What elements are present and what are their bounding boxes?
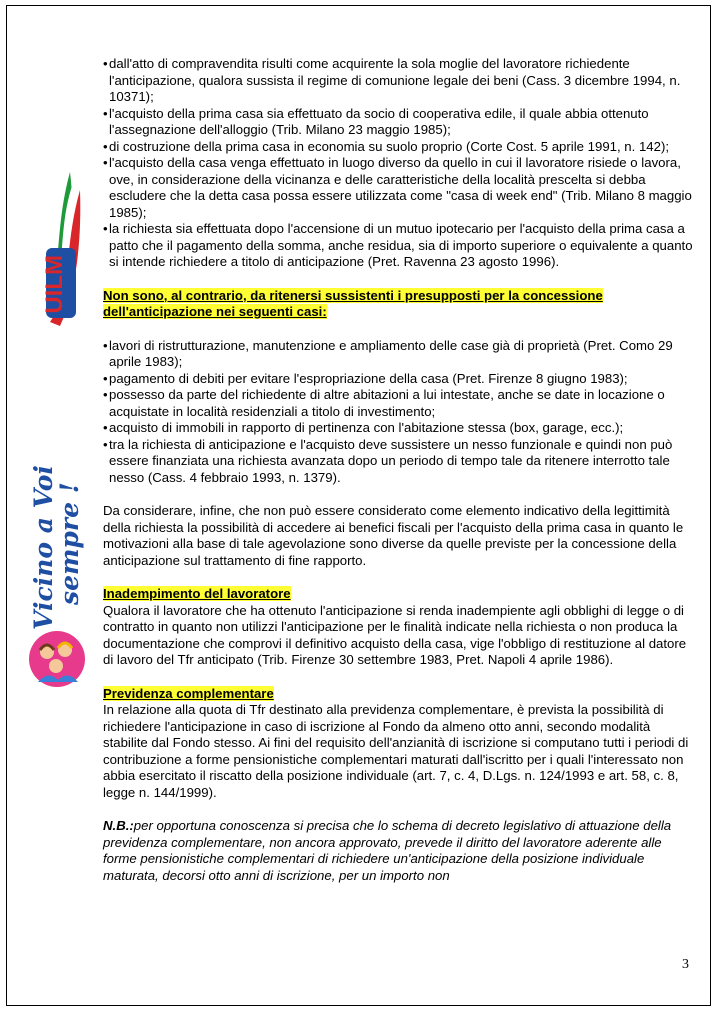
list-item: •dall'atto di compravendita risulti come acquirente la sola moglie del lavoratore richiedente l'anticipazione, qualora sussista il regime di comunione legale dei beni (Cass. 3 dicembre 1994, n. 10371); [103, 56, 681, 104]
list-item: •l'acquisto della casa venga effettuato in luogo diverso da quello in cui il lavoratore risiede o lavora, ove, in considerazione della vicinanza e delle caratteristiche della località prescelta si debba escludere che la detta casa possa essere utilizzata come "casa di week end" (Trib. Milano 8 maggio 1985); [103, 155, 692, 220]
nb-label: N.B.: [103, 818, 134, 833]
paragraph-considerare: Da considerare, infine, che non può essere considerato come elemento indicativo della legittimità della richiesta la possibilità di accedere ai benefici fiscali per l'acquisto della prima casa in quanto le motivazioni alla base di tale agevolazione sono diverse da quelle previste per la concessione della anticipazione sul trattamento di fine rapporto. [103, 503, 684, 568]
heading-not-sussistenti: Non sono, al contrario, da ritenersi sussistenti i presupposti per la concessione dell'anticipazione nei seguenti casi: [103, 287, 603, 319]
heading-previdenza: Previdenza complementare [103, 685, 274, 701]
list-item: •tra la richiesta di anticipazione e l'acquisto deve sussistere un nesso funzionale e quindi non può essere finanziata una richiesta avanzata dopo un periodo di tempo tale da ritenere interrotto tale nesso (Cass. 4 febbraio 1993, n. 1379). [103, 436, 673, 485]
nb-paragraph [103, 818, 697, 884]
list-item: •possesso da parte del richiedente di altre abitazioni a lui intestate, anche se date in locazione o acquistate in località residenziali a titolo di investimento; [103, 387, 665, 419]
sidebar-branding [26, 150, 88, 690]
list-item: •la richiesta sia effettuata dopo l'accensione di un mutuo ipotecario per l'acquisto della prima casa a patto che il pagamento della somma, anche residua, sia di importo superiore o equivalente a quanto si intende richiedere a titolo di anticipazione (Pret. Ravenna 23 agosto 1996). [103, 221, 693, 269]
list-item: •acquisto di immobili in rapporto di pertinenza con l'abitazione stessa (box, garage, ecc.); [103, 420, 624, 435]
uilm-logo [32, 150, 84, 330]
list-item: •di costruzione della prima casa in economia su suolo proprio (Corte Cost. 5 aprile 1991, n. 142); [103, 138, 670, 154]
page-number: 3 [682, 957, 689, 972]
slogan-text [29, 360, 88, 640]
logo-text: UILM [41, 255, 68, 314]
document-body [103, 56, 697, 884]
list-item: •l'acquisto della prima casa sia effettuato da socio di cooperativa edile, il quale abbia ottenuto l'assegnazione dell'alloggio (Trib. Milano 23 maggio 1985); [103, 105, 649, 137]
heading-inadempimento: Inadempimento del lavoratore [103, 586, 291, 601]
nb-text: per opportuna conoscenza si precisa che lo schema di decreto legislativo di attuazione della previdenza complementare, non ancora approvato, prevede il diritto del lavoratore aderente alle forme pensionistiche complementari di richiedere un'anticipazione della posizione individuale maturata, decorsi otto anni di iscrizione, per un importo non [103, 818, 672, 883]
list-non-sussistenti [103, 338, 697, 487]
slogan-line-2: sempre ! [55, 482, 84, 605]
list-item: •lavori di ristrutturazione, manutenzione e ampliamento delle case già di proprietà (Pret. Como 29 aprile 1983); [103, 337, 673, 369]
list-item: •pagamento di debiti per evitare l'espropriazione della casa (Pret. Firenze 8 giugno 1983); [103, 370, 628, 386]
list-sussistenti [103, 56, 697, 271]
paragraph-previdenza: In relazione alla quota di Tfr destinato alla previdenza complementare, è prevista la possibilità di richiedere l'anticipazione in caso di iscrizione al Fondo da almeno otto anni, secondo modalità stabilite dal Fondo stesso. Ai fini del requisito dell'anzianità di iscrizione si computano tutti i periodi di contribuzione a forme pensionistiche complementari maturati dall'iscritto per i quali l'interessato non abbia esercitato il riscatto della posizione individuale (art. 7, c. 4, D.Lgs. n. 124/1993 e art. 58, c. 8, legge n. 144/1999). [103, 702, 689, 800]
kids-image [28, 630, 86, 688]
paragraph-inadempimento: Qualora il lavoratore che ha ottenuto l'anticipazione si renda inadempiente agli obblighi di legge o di contratto in quanto non utilizzi l'anticipazione per le finalità indicate nella richiesta o non produca la documentazione che comprovi il definitivo acquisto della casa, vige l'obbligo di restituzione al datore di lavoro del Tfr anticipato (Trib. Firenze 30 settembre 1983, Pret. Napoli 4 aprile 1986). [103, 602, 687, 667]
slogan-line-1: Vicino a Voi [29, 465, 58, 630]
